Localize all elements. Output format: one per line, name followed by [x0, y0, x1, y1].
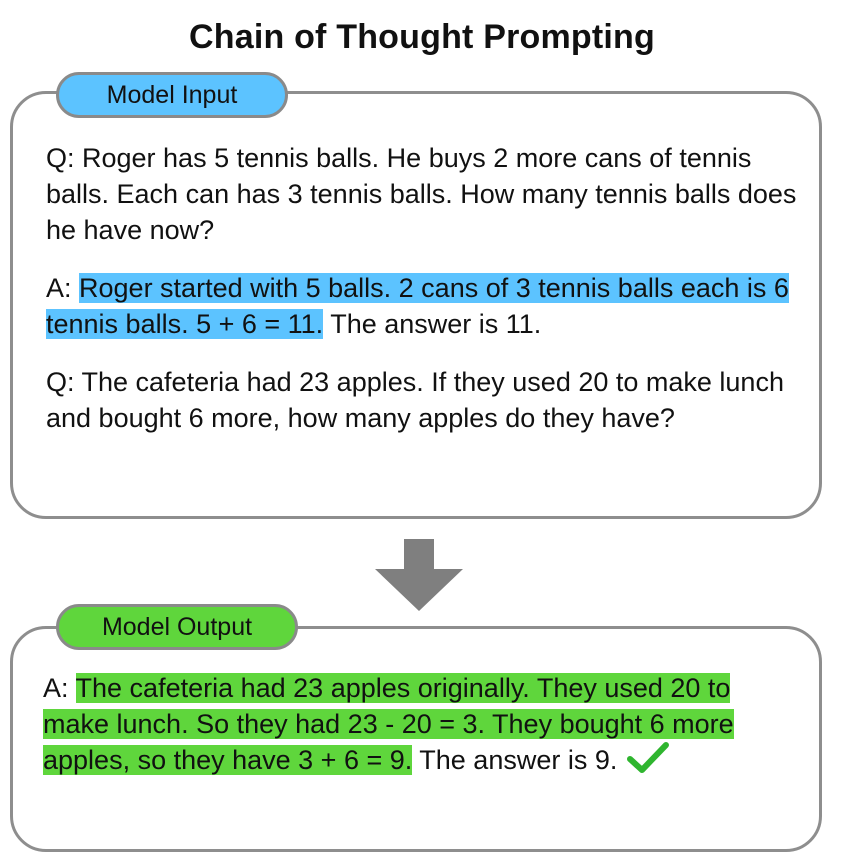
target-question: Q: The cafeteria had 23 apples. If they used 20 to make lunch and bought 6 more, how many apples do they have? [46, 367, 784, 433]
example-answer-prefix: A: [46, 273, 80, 303]
example-answer-suffix: The answer is 11. [323, 309, 542, 339]
model-input-label: Model Input [56, 72, 288, 118]
model-output-answer [43, 670, 803, 779]
model-output-label: Model Output [56, 604, 298, 650]
output-answer-prefix: A: [43, 673, 76, 703]
example-answer [46, 270, 806, 342]
checkmark-shape [630, 745, 666, 770]
arrow-down-shape [375, 539, 463, 611]
output-reasoning-highlight: The cafeteria had 23 apples originally. They used 20 to make lunch. So they had 23 - 20 = 3. They bought 6 more apples, so they have 3 + 6 = 9. [43, 673, 734, 775]
checkmark-icon [627, 741, 669, 775]
output-answer-suffix: The answer is 9. [412, 745, 618, 775]
example-question: Q: Roger has 5 tennis balls. He buys 2 more cans of tennis balls. Each can has 3 tennis balls. How many tennis balls does he have now? [46, 143, 797, 245]
arrow-down-icon [375, 539, 463, 611]
diagram-title: Chain of Thought Prompting [189, 18, 655, 56]
example-reasoning-highlight: Roger started with 5 balls. 2 cans of 3 tennis balls each is 6 tennis balls. 5 + 6 = 11. [46, 273, 789, 339]
